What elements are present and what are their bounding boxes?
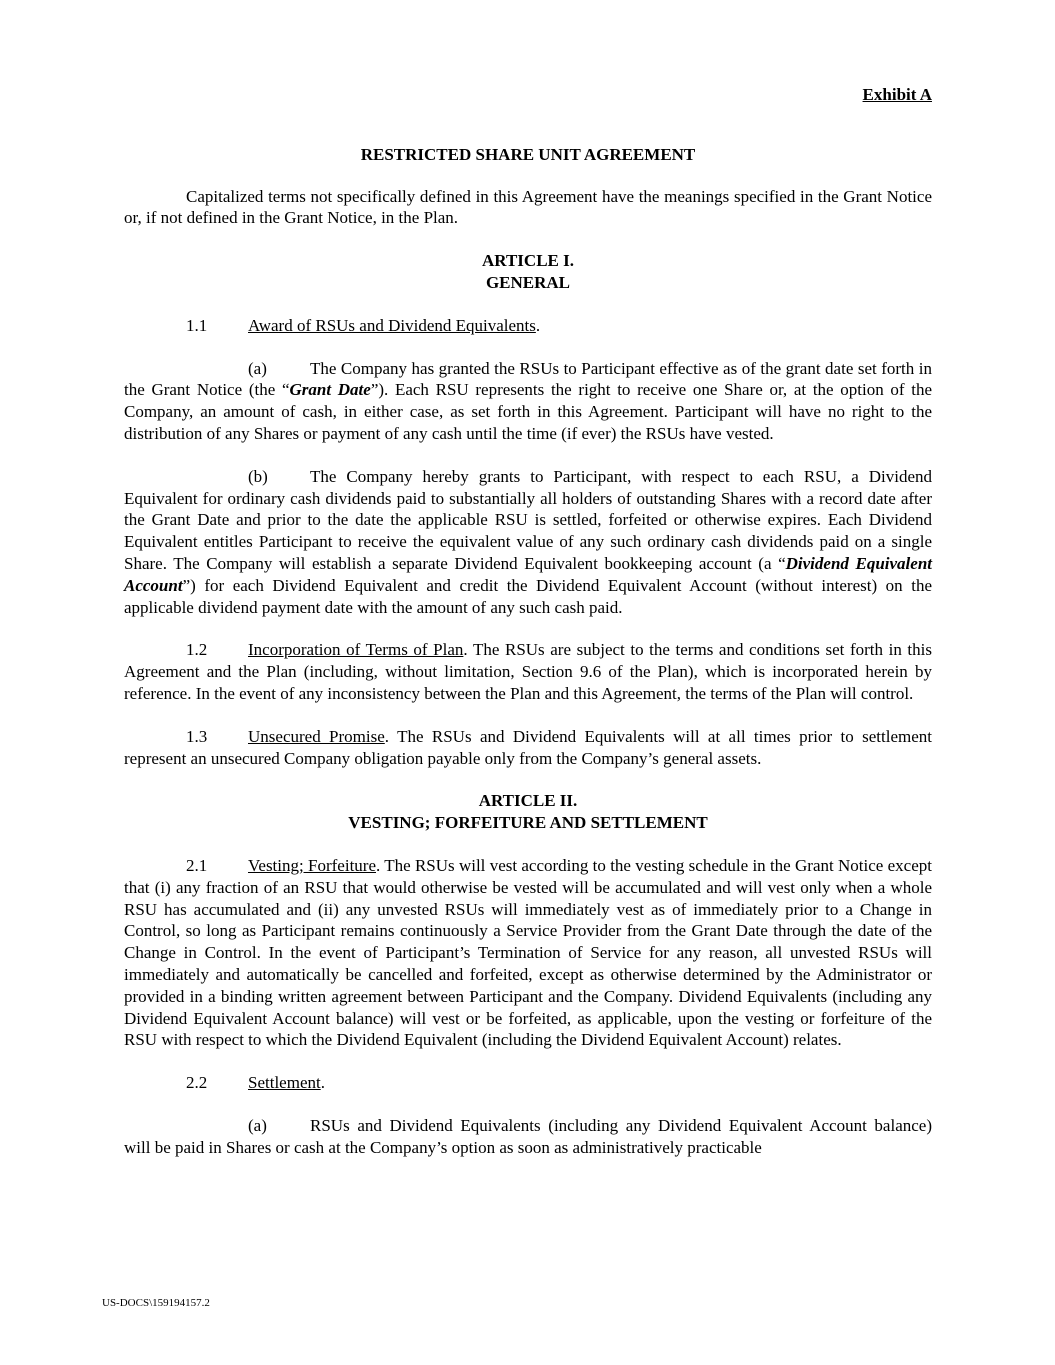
- section-heading: Award of RSUs and Dividend Equivalents: [248, 315, 536, 335]
- article-2-heading: [124, 790, 932, 834]
- subsection-text-part-2: ”) for each Dividend Equivalent and credit the Dividend Equivalent Account (without interest) on the applicable dividend payment date with the amount of any such cash paid.: [124, 575, 932, 617]
- subsection-text: RSUs and Dividend Equivalents (including any Dividend Equivalent Account balance) will be paid in Shares or cash at the Company’s option as soon as administratively practicable: [124, 1115, 932, 1157]
- section-number: 1.2: [186, 640, 208, 660]
- section-number: 2.2: [186, 1073, 208, 1093]
- agreement-title: RESTRICTED SHARE UNIT AGREEMENT: [360, 144, 696, 164]
- section-text: . The RSUs are subject to the terms and conditions set forth in this Agreement and the Plan (including, without limitation, Section 9.6 of the Plan), which is incorporated herein by reference. In the event of any inconsistency between the Plan and this Agreement, the terms of the Plan will control.: [124, 640, 932, 703]
- section-1-1-a: [124, 358, 932, 445]
- subsection-number: (a): [248, 1115, 267, 1135]
- section-2-2: [124, 1072, 932, 1094]
- section-text: . The RSUs will vest according to the vesting schedule in the Grant Notice except that (i) any fraction of an RSU that would otherwise be vested will be accumulated and will vest only when a whole RSU has accumulated and (ii) any unvested RSUs will immediately vest as of immediately prior to a Change in Control, so long as Participant remains continuously a Service Provider from the Grant Date through the date of the Change in Control. In the event of Participant’s Termination of Service for any reason, all unvested RSUs will immediately and automatically be cancelled and forfeited, except as otherwise determined by the Administrator or provided in a binding written agreement between Participant and the Company. Dividend Equivalents (including any Dividend Equivalent Account balance) will vest or be forfeited, as applicable, upon the vesting or forfeiture of the RSU with respect to which the Dividend Equivalent (including the Dividend Equivalent Account) relates.: [124, 855, 932, 1050]
- subsection-text-part-1: The Company has granted the RSUs to Participant effective as of the grant date set forth in the Grant Notice (the “: [124, 358, 932, 400]
- section-number: 1.3: [186, 726, 208, 746]
- section-heading-punct: .: [535, 315, 541, 335]
- subsection-text-part-2: ”). Each RSU represents the right to receive one Share or, at the option of the Company, an amount of cash, in either case, as set forth in this Agreement. Participant will have no right to the distribution of any Shares or payment of any cash until the time (if ever) the RSUs have vested.: [124, 380, 933, 443]
- section-1-3: [124, 726, 932, 770]
- section-1-2: [124, 639, 932, 704]
- section-heading: Settlement: [248, 1073, 321, 1093]
- section-1-1: [124, 315, 932, 337]
- subsection-number: (a): [248, 358, 267, 378]
- document-footer-id: US-DOCS\159194157.2: [102, 1297, 210, 1309]
- section-number: 1.1: [186, 315, 208, 335]
- section-1-1-b: [124, 466, 932, 619]
- subsection-text-part-1: The Company hereby grants to Participant, with respect to each RSU, a Dividend Equivalent for ordinary cash dividends paid to substantially all holders of outstanding Shares with a record date after the Grant Date and prior to the date the applicable RSU is settled, forfeited or otherwise expires. Each Dividend Equivalent entitles Participant to receive the equivalent value of any such ordinary cash dividends paid on a single Share. The Company will establish a separate Dividend Equivalent bookkeeping account (a “: [124, 466, 932, 573]
- subsection-number: (b): [248, 466, 268, 486]
- defined-term-grant-date: Grant Date: [289, 380, 371, 400]
- section-2-2-a: [124, 1115, 932, 1159]
- section-heading: Incorporation of Terms of Plan: [248, 640, 464, 660]
- article-2-number: ARTICLE II.: [478, 791, 578, 811]
- article-1-heading: [124, 250, 932, 294]
- defined-term-dividend-equivalent-account: Dividend Equivalent Account: [124, 553, 932, 595]
- article-1-name: GENERAL: [485, 272, 571, 292]
- article-1-number: ARTICLE I.: [482, 251, 574, 271]
- section-text: . The RSUs and Dividend Equivalents will at all times prior to settlement represent an unsecured Company obligation payable only from the Company’s general assets.: [124, 726, 932, 768]
- section-2-1: [124, 855, 932, 1051]
- section-number: 2.1: [186, 855, 208, 875]
- exhibit-label: Exhibit A: [862, 85, 932, 104]
- section-heading: Unsecured Promise: [248, 726, 385, 746]
- section-heading: Vesting; Forfeiture: [248, 855, 376, 875]
- article-2-name: VESTING; FORFEITURE AND SETTLEMENT: [348, 813, 708, 833]
- section-heading-punct: .: [320, 1073, 325, 1093]
- intro-paragraph: Capitalized terms not specifically defined in this Agreement have the meanings specified in the Grant Notice or, if not defined in the Grant Notice, in the Plan.: [124, 186, 932, 228]
- document-page: [124, 84, 932, 1158]
